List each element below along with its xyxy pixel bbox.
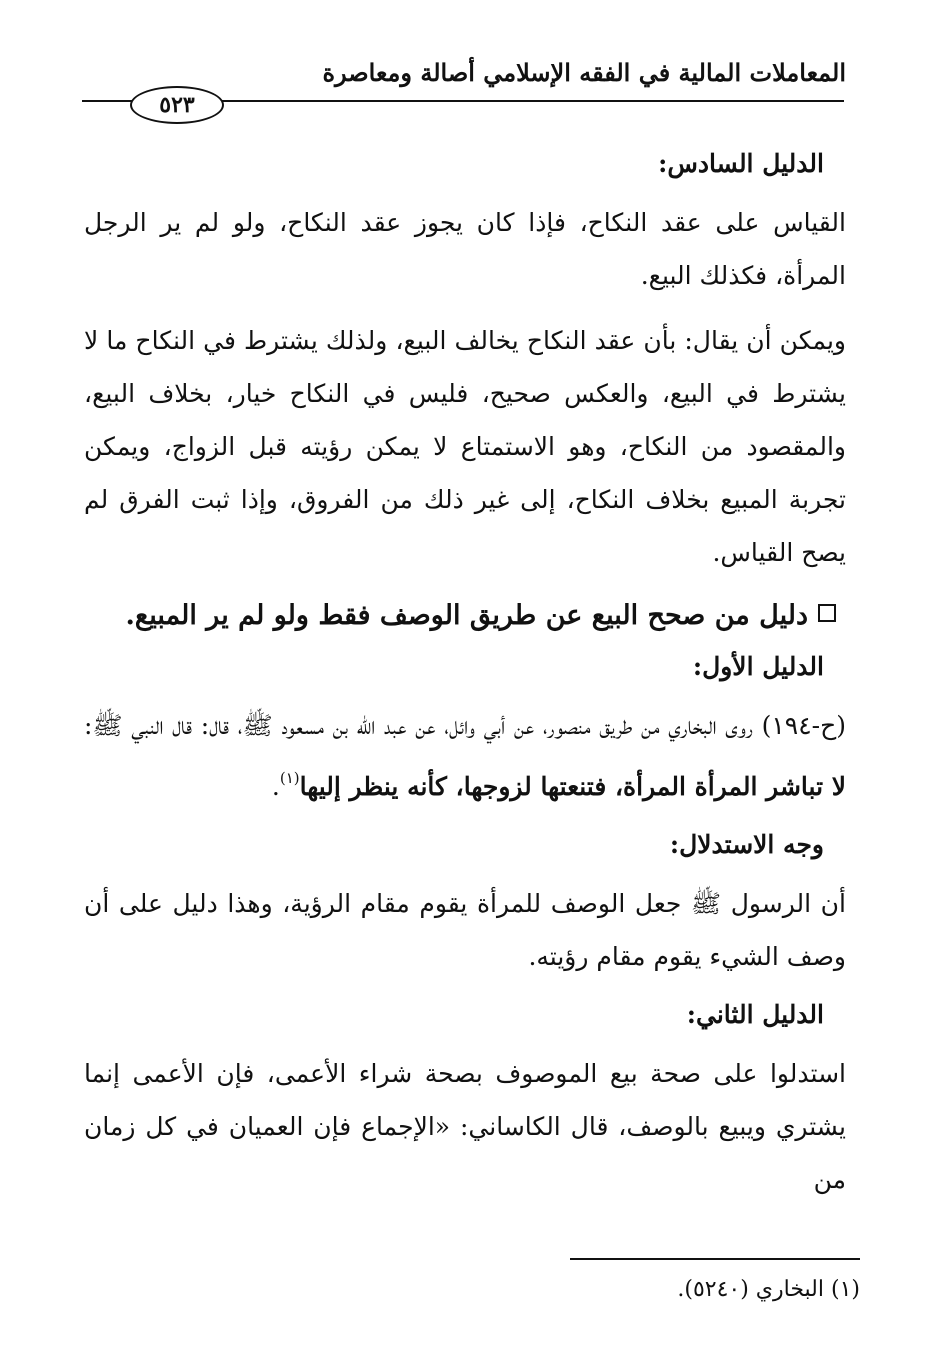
section-heading	[84, 591, 846, 641]
footnote-1-marker: (١)	[830, 1277, 860, 1302]
hadith-end: .	[271, 772, 280, 801]
footnote-1	[84, 1270, 860, 1310]
heading-second-evidence: الدليل الثاني:	[686, 1000, 824, 1029]
heading-first-evidence: الدليل الأول:	[692, 652, 824, 681]
heading-wajh-istidlal: وجه الاستدلال:	[669, 830, 824, 859]
paragraph-sixth-objection: ويمكن أن يقال: بأن عقد النكاح يخالف البيع، ولذلك يشترط في النكاح ما لا يشترط في البيع، والعكس صحيح، فليس في النكاح خيار، بخلاف البيع، والمقصود من النكاح، وهو الاستمتاع لا يمكن رؤيته قبل الزواج، ويمكن تجربة المبيع بخلاف النكاح، إلى غير ذلك من الفروق، وإذا ثبت الفرق لم يصح القياس.	[84, 326, 846, 567]
section-heading-text: دليل من صحح البيع عن طريق الوصف فقط ولو لم ير المبيع.	[125, 600, 808, 631]
heading-sixth-evidence: الدليل السادس:	[658, 149, 824, 178]
page-number: ٥٢٣	[130, 86, 224, 124]
paragraph-sixth-analogy: القياس على عقد النكاح، فإذا كان يجوز عقد النكاح، ولو لم ير الرجل المرأة، فكذلك البيع.	[84, 208, 846, 290]
paragraph-second: استدلوا على صحة بيع الموصوف بصحة شراء الأعمى، فإن الأعمى إنما يشتري ويبيع بالوصف، قال الكاساني: «الإجماع فإن العميان في كل زمان من	[84, 1059, 846, 1194]
page-body	[84, 138, 846, 1206]
paragraph-wajh: أن الرسول ﷺ جعل الوصف للمرأة يقوم مقام الرؤية، وهذا دليل على أن وصف الشيء يقوم مقام رؤيته.	[84, 889, 846, 971]
hadith-text: لا تباشر المرأة المرأة، فتنعتها لزوجها، كأنه ينظر إليها	[299, 772, 846, 801]
footnote-rule	[570, 1258, 860, 1260]
footnote-marker: (١)	[279, 769, 300, 787]
running-title: المعاملات المالية في الفقه الإسلامي أصالة ومعاصرة	[322, 58, 846, 87]
hadith-intro: (ح-١٩٤) روى البخاري من طريق منصور، عن أبي وائل، عن عبد الله بن مسعود ﷺ، قال: قال النبي ﷺ:	[84, 711, 846, 740]
footnote-1-text: البخاري (٥٢٤٠).	[677, 1277, 824, 1302]
paragraph-hadith	[84, 699, 846, 813]
checkbox-icon	[818, 604, 836, 622]
